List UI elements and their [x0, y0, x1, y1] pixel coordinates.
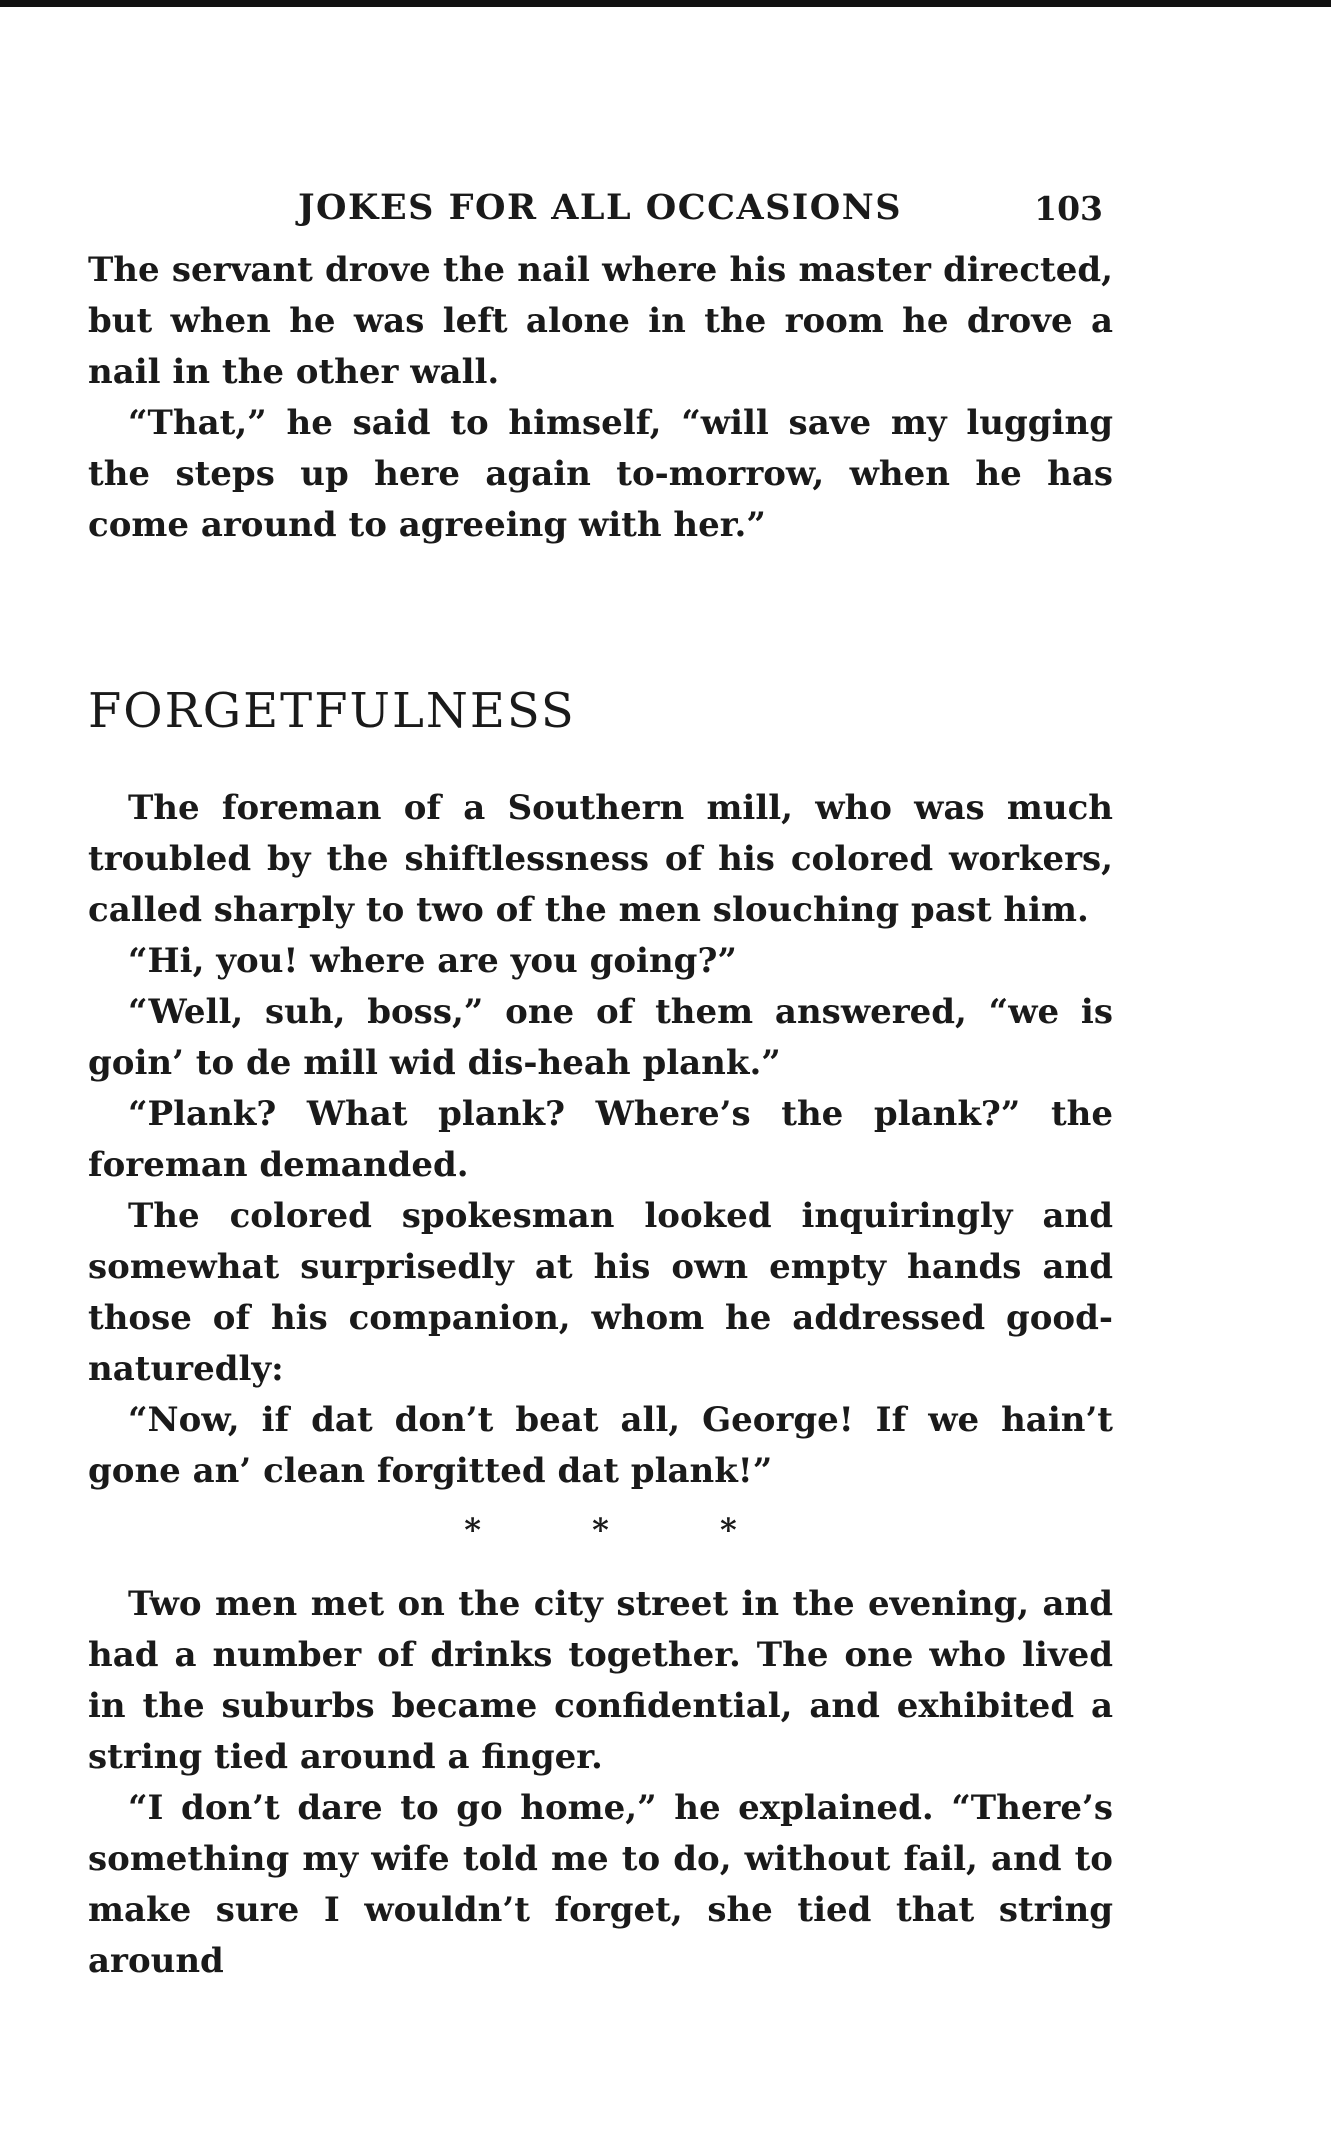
paragraph: Two men met on the city street in the evening, and had a number of drinks together. The one who lived in the suburbs became confidential, and exhibited a string tied around a finger.: [88, 1584, 1113, 1777]
paragraph: The colored spokesman looked inquiringly and somewhat surprisedly at his own empty hands and those of his companion, whom he addressed good-naturedly:: [88, 1196, 1113, 1389]
book-page: [88, 175, 1113, 1987]
paragraph: The servant drove the nail where his master directed, but when he was left alone in the room he drove a nail in the other wall.: [88, 250, 1113, 392]
section-body: [88, 783, 1113, 1497]
section-heading: FORGETFULNESS: [88, 683, 576, 739]
running-title: JOKES FOR ALL OCCASIONS: [298, 187, 903, 228]
asterism-separator: * * *: [464, 1511, 787, 1549]
running-header: [88, 175, 1113, 245]
paragraph: “Hi, you! where are you going?”: [128, 941, 737, 981]
section-body-continued: [88, 1579, 1113, 1987]
top-border-rule: [0, 0, 1331, 7]
paragraph: “I don’t dare to go home,” he explained. “There’s something my wife told me to do, without fail, and to make sure I wouldn’t forget, she tied that string around: [88, 1788, 1113, 1981]
continued-story: [88, 245, 1113, 551]
paragraph: The foreman of a Southern mill, who was much troubled by the shiftlessness of his colored workers, called sharply to two of the men slouching past him.: [88, 788, 1113, 930]
paragraph: “Now, if dat don’t beat all, George! If we hain’t gone an’ clean forgitted dat plank!”: [88, 1400, 1113, 1491]
page-number: 103: [1034, 189, 1103, 228]
paragraph: “That,” he said to himself, “will save my lugging the steps up here again to-morrow, when he has come around to agreeing with her.”: [88, 403, 1113, 545]
paragraph: “Well, suh, boss,” one of them answered, “we is goin’ to de mill wid dis-heah plank.”: [88, 992, 1113, 1083]
paragraph: “Plank? What plank? Where’s the plank?” the foreman demanded.: [88, 1094, 1113, 1185]
